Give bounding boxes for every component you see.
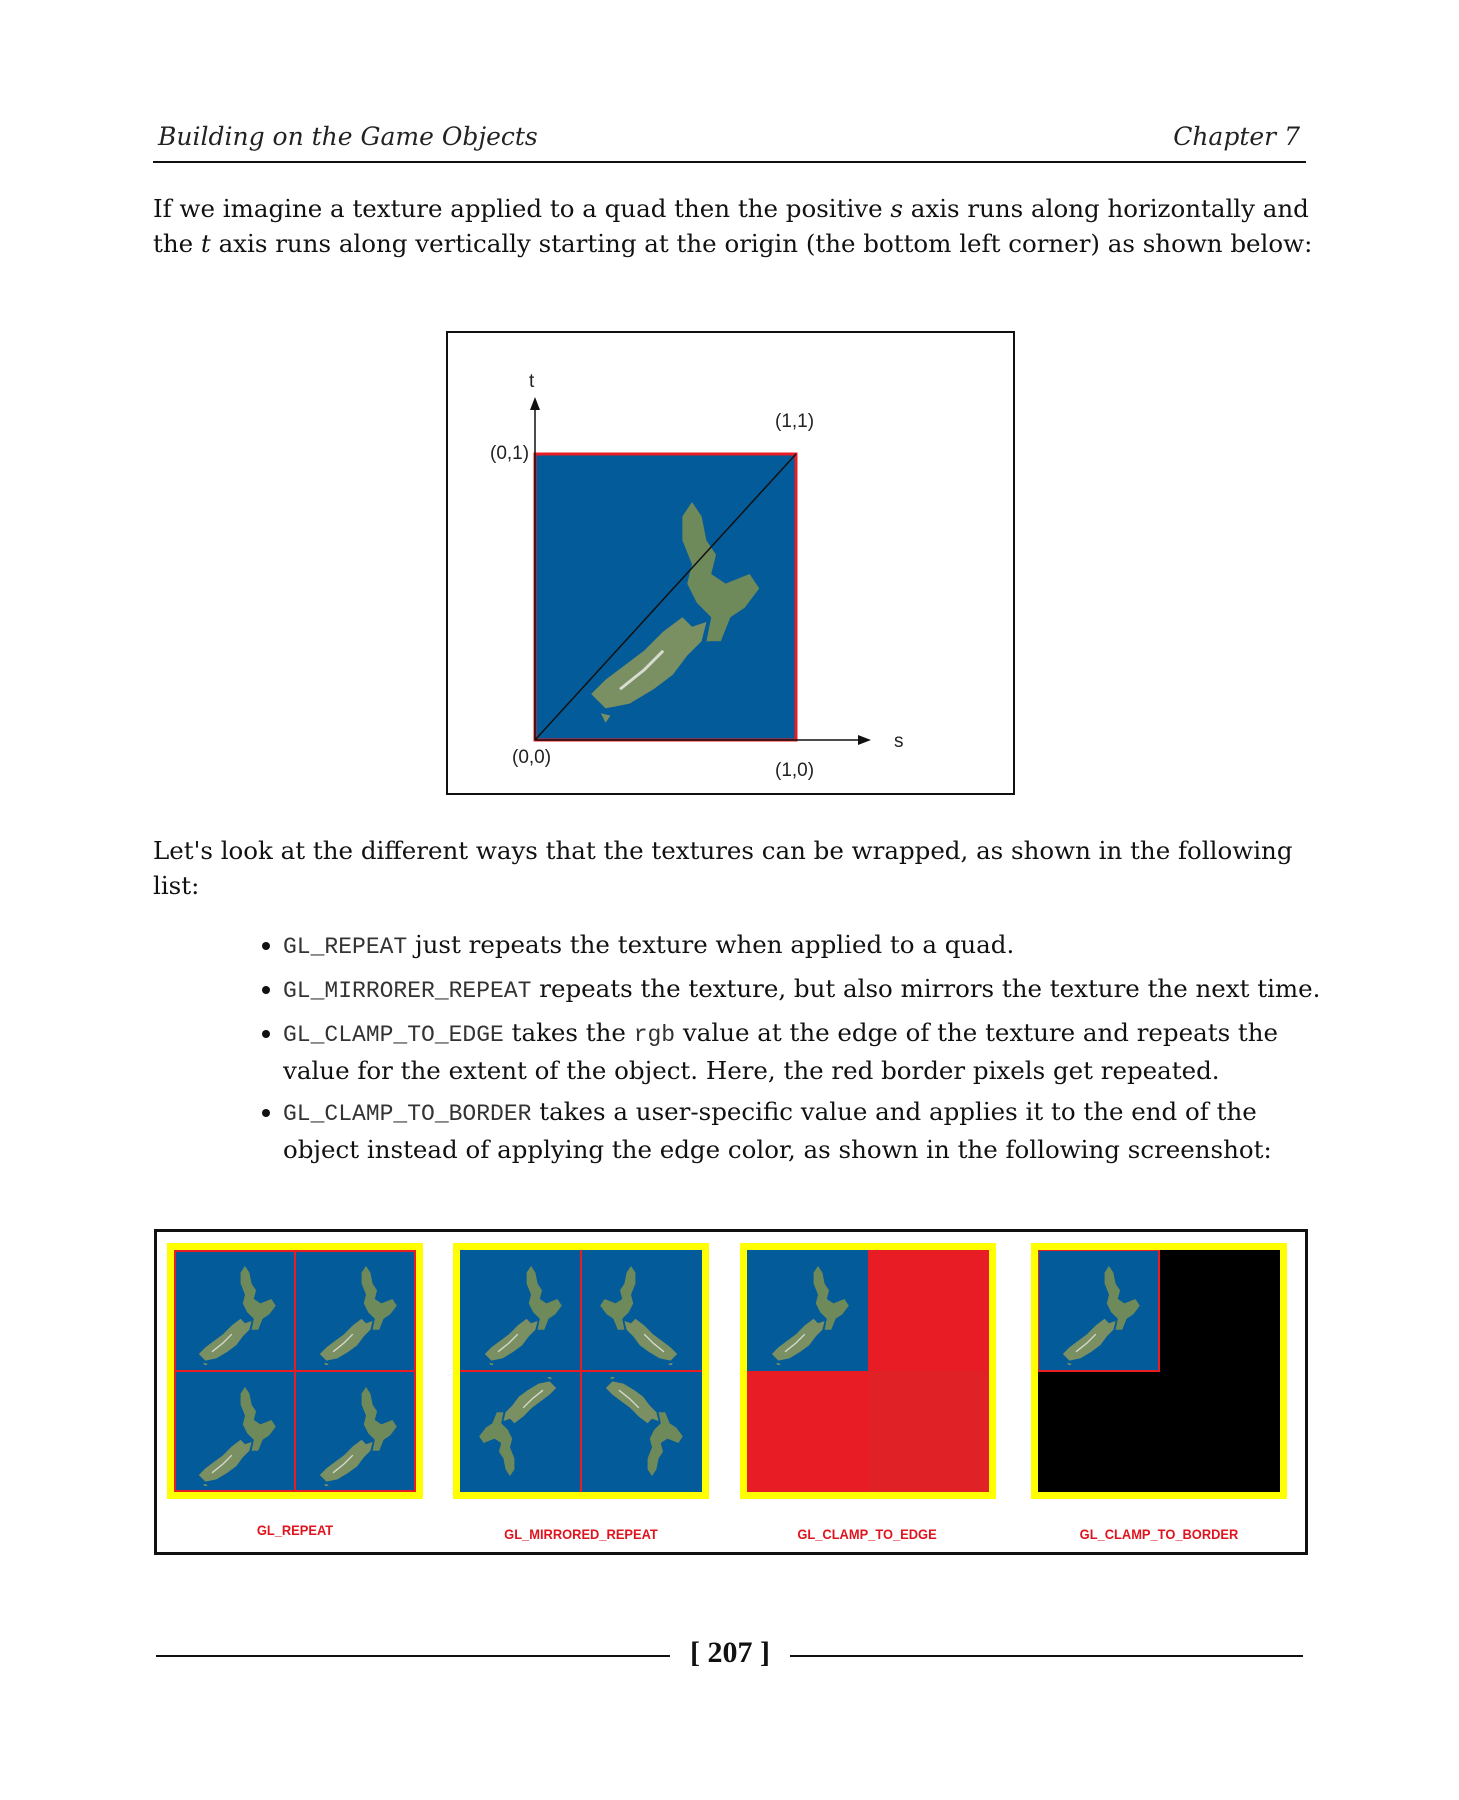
footer-rule-right — [790, 1655, 1303, 1657]
panel-clamp-to-border — [1031, 1243, 1287, 1499]
bullet-icon — [262, 942, 270, 950]
footer-rule-left — [156, 1655, 670, 1657]
running-header-title: Building on the Game Objects — [158, 122, 538, 151]
item-text: takes a user-specific value and applies it to the end of the object instead of applying the edge color, as shown in the following screenshot: — [283, 1097, 1272, 1164]
item-text: takes the — [503, 1018, 634, 1047]
wrap-modes-intro: Let's look at the different ways that the textures can be wrapped, as shown in the following list: — [153, 836, 1293, 900]
s-axis-arrow-icon — [858, 735, 871, 745]
clamp-to-border-texture — [1038, 1250, 1280, 1492]
s-axis-label: s — [894, 731, 904, 752]
clamp-to-edge-texture — [747, 1250, 989, 1492]
list-item — [283, 1015, 1323, 1088]
label-clamp-to-border: GL_CLAMP_TO_BORDER — [1079, 1526, 1239, 1542]
wrap-modes-figure — [154, 1229, 1308, 1555]
corner-label-1-0: (1,0) — [775, 760, 815, 781]
intro-paragraph — [153, 192, 1313, 261]
intro-text: axis runs along horizontally and the — [153, 194, 1309, 258]
list-item — [283, 971, 1323, 1009]
list-item — [283, 1094, 1323, 1167]
t-axis-arrow-icon — [530, 397, 540, 410]
bullet-icon — [262, 1109, 270, 1117]
bullet-icon — [262, 1030, 270, 1038]
label-clamp-to-edge: GL_CLAMP_TO_EDGE — [797, 1526, 937, 1542]
panel-clamp-to-edge — [740, 1243, 996, 1499]
header-rule — [153, 161, 1306, 163]
item-text: repeats the texture, but also mirrors the texture the next time. — [531, 974, 1321, 1003]
corner-label-0-0: (0,0) — [512, 747, 552, 768]
code-term: GL_REPEAT — [283, 934, 408, 960]
item-text: just repeats the texture when applied to a quad. — [407, 930, 1015, 959]
code-term: GL_MIRRORER_REPEAT — [283, 978, 532, 1004]
texture-coordinates-figure — [446, 331, 1015, 795]
corner-label-0-1: (0,1) — [490, 443, 530, 464]
repeat-texture — [174, 1250, 416, 1492]
t-axis-term: t — [200, 228, 211, 258]
page-number: [ 207 ] — [690, 1636, 770, 1669]
code-term: GL_CLAMP_TO_BORDER — [283, 1101, 532, 1127]
code-term: rgb — [633, 1022, 676, 1048]
intro-text: axis runs along vertically starting at the origin (the bottom left corner) as shown below: — [210, 228, 1313, 258]
code-term: GL_CLAMP_TO_EDGE — [283, 1022, 504, 1048]
texture-quad-diagram — [448, 333, 1013, 793]
panel-mirrored-repeat — [453, 1243, 709, 1499]
item-text: value at the edge of the texture and repeats the value for the extent of the object. Here, the red border pixels get repeated. — [283, 1018, 1279, 1085]
running-header-chapter: Chapter 7 — [1173, 122, 1300, 151]
mirrored-repeat-texture — [460, 1250, 702, 1492]
label-mirrored-repeat: GL_MIRRORED_REPEAT — [504, 1526, 658, 1542]
list-item — [283, 927, 1323, 965]
intro-text: If we imagine a texture applied to a quad then the positive — [153, 194, 891, 223]
s-axis-term: s — [890, 194, 903, 223]
wrap-modes-list — [283, 927, 1323, 1173]
label-repeat: GL_REPEAT — [256, 1522, 334, 1538]
bullet-icon — [262, 986, 270, 994]
corner-label-1-1: (1,1) — [775, 411, 815, 432]
t-axis-label: t — [529, 371, 535, 392]
panel-repeat — [167, 1243, 423, 1499]
